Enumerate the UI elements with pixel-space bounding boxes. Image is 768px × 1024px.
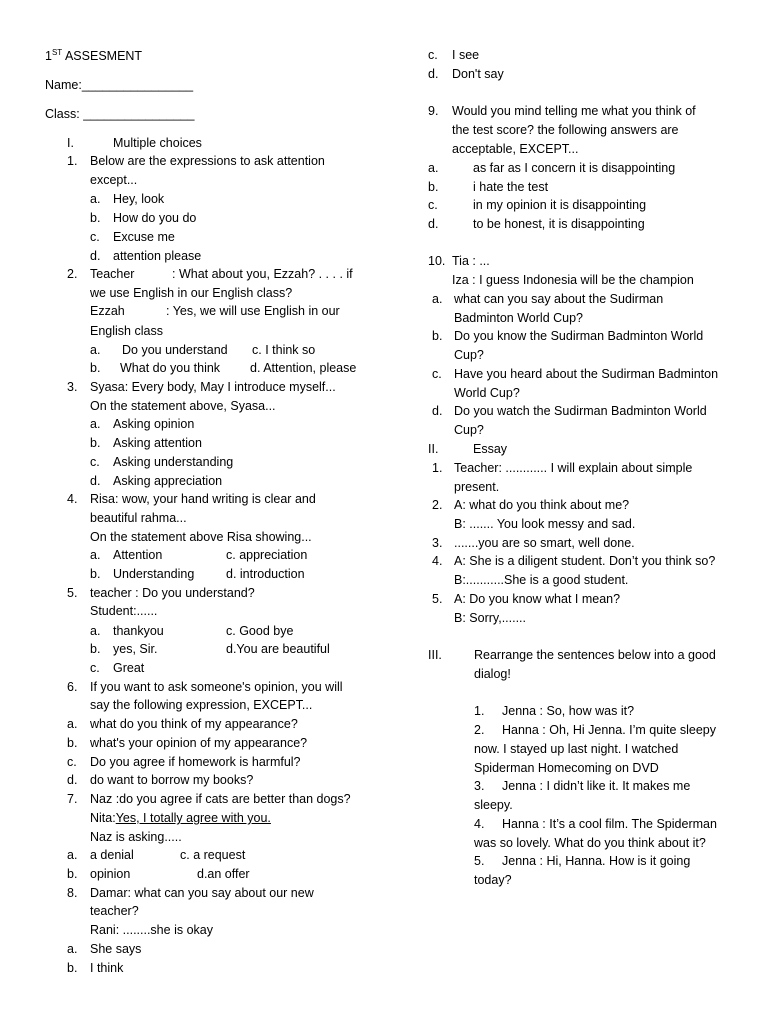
question-text: the test score? the following answers are xyxy=(452,123,679,137)
option-letter: d. xyxy=(428,67,439,81)
option-text: Do you understand xyxy=(122,343,228,357)
question-text: : Yes, we will use English in our xyxy=(166,304,340,318)
question-text: Tia : ... xyxy=(452,254,490,268)
option-text: Cup? xyxy=(454,423,484,437)
option-text: c. a request xyxy=(180,848,246,862)
section-title: Multiple choices xyxy=(113,136,202,150)
dialog-line: Jenna : Hi, Hanna. How is it going xyxy=(502,854,691,868)
option-text: d. introduction xyxy=(226,567,305,581)
dialog-line: Hanna : It’s a cool film. The Spiderman xyxy=(502,817,717,831)
section-number: I. xyxy=(67,136,74,150)
option-letter: a. xyxy=(432,292,443,306)
question-text: Naz is asking..... xyxy=(90,830,182,844)
option-text: I see xyxy=(452,48,480,62)
essay-number: 3. xyxy=(432,536,443,550)
option-letter: b. xyxy=(67,961,78,975)
option-text: c. appreciation xyxy=(226,548,308,562)
question-number: 6. xyxy=(67,680,78,694)
dialog-number: 1. xyxy=(474,704,485,718)
option-letter: c. xyxy=(428,48,438,62)
section-instruction: Rearrange the sentences below into a good xyxy=(474,648,716,662)
essay-question: present. xyxy=(454,480,500,494)
name-field: Name:________________ xyxy=(45,78,194,92)
assessment-title: 1ST ASSESMENT xyxy=(45,47,143,63)
option-letter: b. xyxy=(432,329,443,343)
option-text: a denial xyxy=(90,848,134,862)
option-text: How do you do xyxy=(113,211,197,225)
option-text: Excuse me xyxy=(113,230,175,244)
section-number: II. xyxy=(428,442,439,456)
speaker-label: Teacher xyxy=(90,267,135,281)
essay-number: 2. xyxy=(432,498,443,512)
option-letter: c. xyxy=(90,455,100,469)
option-letter: a. xyxy=(90,548,101,562)
option-text: Cup? xyxy=(454,348,484,362)
dialog-line: Jenna : So, how was it? xyxy=(502,704,635,718)
option-text: d. Attention, please xyxy=(250,361,357,375)
essay-number: 5. xyxy=(432,592,443,606)
option-letter: a. xyxy=(90,624,101,638)
option-letter: a. xyxy=(90,192,101,206)
option-letter: b. xyxy=(67,736,78,750)
dialog-line: now. I stayed up last night. I watched xyxy=(474,742,679,756)
essay-question: A: Do you know what I mean? xyxy=(454,592,621,606)
dialog-number: 4. xyxy=(474,817,485,831)
option-text: I think xyxy=(90,961,124,975)
option-text: i hate the test xyxy=(473,180,549,194)
question-number: 7. xyxy=(67,792,78,806)
section-instruction: dialog! xyxy=(474,667,511,681)
dialog-line: sleepy. xyxy=(474,798,513,812)
question-text: teacher : Do you understand? xyxy=(90,586,255,600)
option-letter: a. xyxy=(67,717,78,731)
option-text: Do you watch the Sudirman Badminton World xyxy=(454,404,707,418)
option-text: Understanding xyxy=(113,567,195,581)
option-text: what's your opinion of my appearance? xyxy=(90,736,308,750)
option-text: what can you say about the Sudirman xyxy=(454,292,664,306)
essay-question: B:...........She is a good student. xyxy=(454,573,629,587)
question-text: If you want to ask someone's opinion, you will xyxy=(90,680,343,694)
essay-number: 4. xyxy=(432,554,443,568)
essay-question: B: Sorry,....... xyxy=(454,611,527,625)
option-letter: b. xyxy=(90,361,101,375)
option-text: Do you know the Sudirman Badminton World xyxy=(454,329,704,343)
option-text: to be honest, it is disappointing xyxy=(473,217,645,231)
section-title: Essay xyxy=(473,442,508,456)
option-text: Attention xyxy=(113,548,163,562)
dialog-number: 5. xyxy=(474,854,485,868)
option-text: What do you think xyxy=(120,361,221,375)
option-text: thankyou xyxy=(113,624,164,638)
class-field: Class: ________________ xyxy=(45,107,195,121)
question-number: 8. xyxy=(67,886,78,900)
question-number: 4. xyxy=(67,492,78,506)
option-text: Badminton World Cup? xyxy=(454,311,584,325)
underlined-answer: Yes, I totally agree with you. xyxy=(115,811,271,825)
question-text: teacher? xyxy=(90,904,139,918)
question-text: say the following expression, EXCEPT... xyxy=(90,698,313,712)
option-text: Asking understanding xyxy=(113,455,234,469)
question-text: Student:...... xyxy=(90,604,158,618)
essay-question: A: She is a diligent student. Don’t you think so? xyxy=(454,554,716,568)
option-text: Hey, look xyxy=(113,192,165,206)
dialog-line: Spiderman Homecoming on DVD xyxy=(474,761,659,775)
question-text: we use English in our English class? xyxy=(90,286,293,300)
question-text: Damar: what can you say about our new xyxy=(90,886,314,900)
question-number: 2. xyxy=(67,267,78,281)
dialog-number: 3. xyxy=(474,779,485,793)
option-letter: b. xyxy=(90,211,101,225)
option-letter: b. xyxy=(90,642,101,656)
option-letter: c. xyxy=(428,198,438,212)
option-text: Great xyxy=(113,661,145,675)
option-letter: b. xyxy=(428,180,439,194)
option-text: Don't say xyxy=(452,67,504,81)
option-letter: d. xyxy=(432,404,443,418)
option-letter: c. xyxy=(90,230,100,244)
dialog-number: 2. xyxy=(474,723,485,737)
option-text: as far as I concern it is disappointing xyxy=(473,161,676,175)
option-text: c. I think so xyxy=(252,343,316,357)
option-letter: a. xyxy=(90,417,101,431)
dialog-line: Hanna : Oh, Hi Jenna. I’m quite sleepy xyxy=(502,723,717,737)
question-text: Below are the expressions to ask attention xyxy=(90,154,325,168)
essay-question: B: ....... You look messy and sad. xyxy=(454,517,636,531)
option-text: Do you agree if homework is harmful? xyxy=(90,755,301,769)
question-text: Naz :do you agree if cats are better than dogs? xyxy=(90,792,351,806)
option-text: Asking appreciation xyxy=(113,474,223,488)
speaker-label: Ezzah xyxy=(90,304,125,318)
essay-question: Teacher: ............ I will explain about simple xyxy=(454,461,693,475)
essay-question: .......you are so smart, well done. xyxy=(454,536,635,550)
option-letter: c. xyxy=(90,661,100,675)
option-text: yes, Sir. xyxy=(113,642,158,656)
question-number: 3. xyxy=(67,380,78,394)
option-letter: a. xyxy=(90,343,101,357)
option-text: c. Good bye xyxy=(226,624,294,638)
option-letter: d. xyxy=(90,474,101,488)
question-number: 5. xyxy=(67,586,78,600)
option-letter: d. xyxy=(90,249,101,263)
option-letter: c. xyxy=(432,367,442,381)
option-text: do want to borrow my books? xyxy=(90,773,254,787)
question-text: beautiful rahma... xyxy=(90,511,187,525)
question-text: On the statement above Risa showing... xyxy=(90,530,312,544)
option-letter: b. xyxy=(67,867,78,881)
option-text: Asking attention xyxy=(113,436,202,450)
option-letter: b. xyxy=(90,567,101,581)
question-number: 10. xyxy=(428,254,446,268)
question-text: Syasa: Every body, May I introduce myself... xyxy=(90,380,336,394)
section-number: III. xyxy=(428,648,442,662)
essay-question: A: what do you think about me? xyxy=(454,498,630,512)
question-number: 9. xyxy=(428,104,439,118)
option-letter: d. xyxy=(428,217,439,231)
option-letter: a. xyxy=(67,942,78,956)
option-letter: c. xyxy=(67,755,77,769)
dialog-line: today? xyxy=(474,873,512,887)
essay-number: 1. xyxy=(432,461,443,475)
option-text: in my opinion it is disappointing xyxy=(473,198,647,212)
question-text: Iza : I guess Indonesia will be the champion xyxy=(452,273,694,287)
question-text: : What about you, Ezzah? . . . . if xyxy=(172,267,353,281)
option-letter: a. xyxy=(428,161,439,175)
option-text: She says xyxy=(90,942,142,956)
option-text: attention please xyxy=(113,249,202,263)
question-number: 1. xyxy=(67,154,78,168)
option-text: World Cup? xyxy=(454,386,520,400)
question-text: Rani: ........she is okay xyxy=(90,923,213,937)
option-text: opinion xyxy=(90,867,131,881)
option-letter: b. xyxy=(90,436,101,450)
dialog-line: was so lovely. What do you think about it? xyxy=(474,836,706,850)
option-text: Asking opinion xyxy=(113,417,195,431)
question-text: On the statement above, Syasa... xyxy=(90,399,276,413)
question-text: Would you mind telling me what you think of xyxy=(452,104,696,118)
option-letter: d. xyxy=(67,773,78,787)
option-text: d.You are beautiful xyxy=(226,642,330,656)
option-text: d.an offer xyxy=(197,867,250,881)
option-letter: a. xyxy=(67,848,78,862)
question-text: Risa: wow, your hand writing is clear and xyxy=(90,492,316,506)
option-text: what do you think of my appearance? xyxy=(90,717,298,731)
question-text: acceptable, EXCEPT... xyxy=(452,142,579,156)
question-text: Nita:Yes, I totally agree with you. xyxy=(90,811,271,825)
question-text: except... xyxy=(90,173,138,187)
option-text: Have you heard about the Sudirman Badminton xyxy=(454,367,719,381)
question-text: English class xyxy=(90,324,163,338)
dialog-line: Jenna : I didn’t like it. It makes me xyxy=(502,779,691,793)
